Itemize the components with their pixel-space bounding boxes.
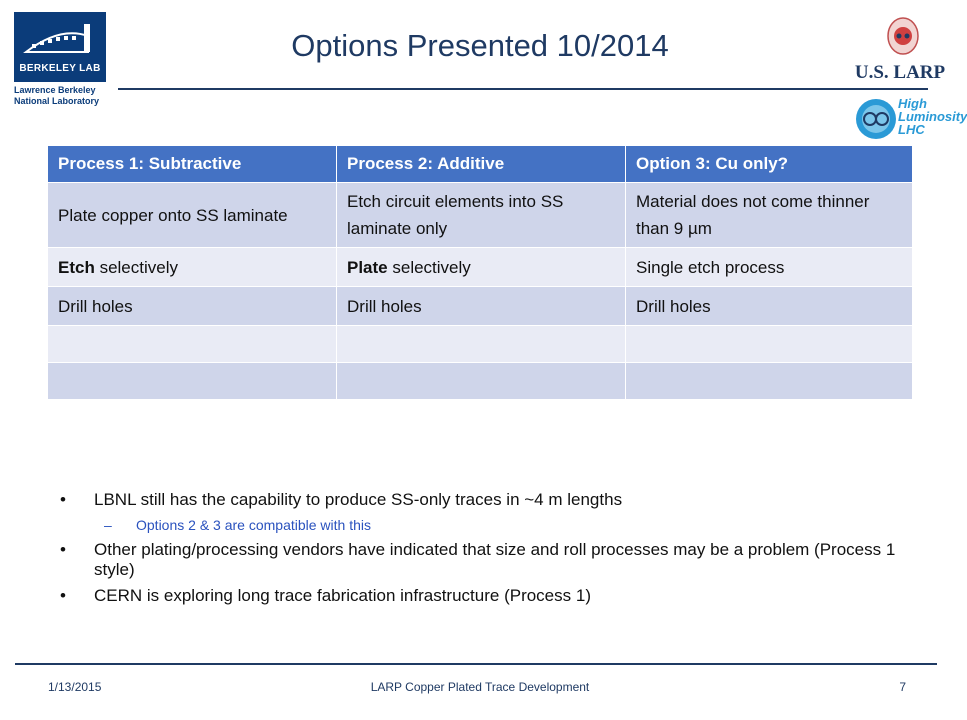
table-cell-empty: [337, 326, 626, 363]
lbnl-name: [14, 85, 114, 107]
table-cell-empty: [626, 363, 913, 400]
table-cell-empty: [337, 363, 626, 400]
bullet-list: [60, 490, 910, 612]
table-cell: Drill holes: [626, 287, 913, 326]
table-row: [48, 248, 913, 287]
table-cell-empty: [48, 363, 337, 400]
table-cell: Material does not come thinner than 9 µm: [626, 183, 913, 248]
header-option-3: Option 3: Cu only?: [626, 146, 913, 183]
header-process-2: Process 2: Additive: [337, 146, 626, 183]
table-row: [48, 287, 913, 326]
options-table: [47, 145, 913, 400]
table-cell-empty: [626, 326, 913, 363]
footer-page-number: 7: [899, 680, 906, 694]
title-divider: [118, 88, 928, 90]
footer-title: LARP Copper Plated Trace Development: [370, 680, 590, 694]
table-cell: Plate copper onto SS laminate: [48, 183, 337, 248]
bullet-item: [60, 490, 910, 510]
table-cell-empty: [48, 326, 337, 363]
us-larp-logo: [850, 12, 950, 92]
sub-bullet-text: Options 2 & 3 are compatible with this: [136, 517, 372, 533]
lbnl-name-line1: Lawrence Berkeley: [14, 85, 96, 95]
table-row: [48, 183, 913, 248]
hl-lhc-logo-text: [898, 97, 967, 136]
table-cell: Drill holes: [48, 287, 337, 326]
table-header-row: [48, 146, 913, 183]
slide-title: Options Presented 10/2014: [291, 28, 669, 63]
larp-logo-text: U.S. LARP: [854, 62, 946, 83]
table-cell: Drill holes: [337, 287, 626, 326]
hl-lhc-rings-icon: [854, 97, 898, 141]
bullet-dot: •: [60, 586, 66, 605]
table-cell: Single etch process: [626, 248, 913, 287]
hl-lhc-logo: [854, 95, 967, 143]
bullet-text: LBNL still has the capability to produce SS-only traces in ~4 m lengths: [94, 490, 623, 509]
bullet-dot: •: [60, 540, 66, 559]
bullet-item: [60, 586, 910, 606]
table-cell: Plate selectively: [337, 248, 626, 287]
bullet-item: [60, 540, 910, 580]
sub-bullet-dash: –: [104, 517, 112, 533]
larp-seal-icon: [886, 16, 920, 56]
table-cell: Etch circuit elements into SS laminate only: [337, 183, 626, 248]
header-process-1: Process 1: Subtractive: [48, 146, 337, 183]
hl-line1: High: [898, 96, 927, 111]
hl-line3: LHC: [898, 122, 925, 137]
sub-bullet-item: [60, 516, 910, 534]
table-row-empty: [48, 363, 913, 400]
bullet-text: CERN is exploring long trace fabrication infrastructure (Process 1): [94, 586, 591, 605]
bullet-dot: •: [60, 490, 66, 509]
lbnl-box-text: BERKELEY LAB: [19, 63, 101, 74]
footer-divider: [15, 663, 937, 665]
bullet-text: Other plating/processing vendors have indicated that size and roll processes may be a problem (Process 1 style): [94, 540, 896, 579]
lbnl-name-line2: National Laboratory: [14, 96, 100, 106]
hl-line2: Luminosity: [898, 109, 967, 124]
footer-date: 1/13/2015: [48, 680, 102, 694]
table-cell: Etch selectively: [48, 248, 337, 287]
table-row-empty: [48, 326, 913, 363]
